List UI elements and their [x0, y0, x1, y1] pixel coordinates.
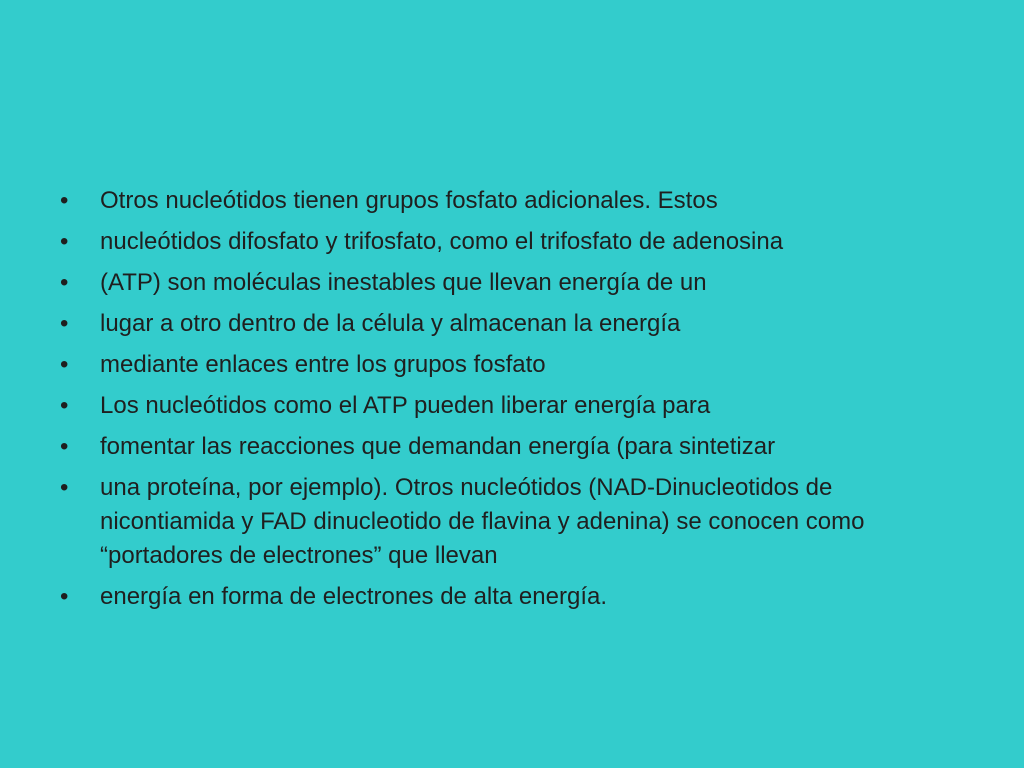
bullet-list — [56, 184, 956, 621]
bullet-icon: • — [60, 187, 69, 214]
bullet-icon: • — [60, 351, 69, 378]
bullet-text: (ATP) son moléculas inestables que llevan energía de un — [100, 269, 707, 296]
bullet-text: una proteína, por ejemplo). Otros nucleótidos (NAD-Dinucleotidos de nicontiamida y FAD dinucleotido de flavina y adenina) se conocen como “portadores de electrones” que llevan — [100, 474, 865, 569]
bullet-icon: • — [60, 310, 69, 337]
bullet-icon: • — [60, 269, 69, 296]
bullet-item — [56, 471, 956, 573]
bullet-icon: • — [60, 392, 69, 419]
bullet-item — [56, 348, 956, 382]
bullet-item — [56, 389, 956, 423]
bullet-text: mediante enlaces entre los grupos fosfato — [100, 351, 546, 378]
bullet-text: nucleótidos difosfato y trifosfato, como el trifosfato de adenosina — [100, 228, 784, 255]
bullet-item — [56, 307, 956, 341]
bullet-item — [56, 266, 956, 300]
bullet-item — [56, 430, 956, 464]
bullet-text: fomentar las reacciones que demandan energía (para sintetizar — [100, 433, 776, 460]
bullet-text: Otros nucleótidos tienen grupos fosfato adicionales. Estos — [100, 187, 718, 214]
bullet-icon: • — [60, 474, 69, 501]
bullet-item — [56, 225, 956, 259]
bullet-item — [56, 580, 956, 614]
bullet-icon: • — [60, 433, 69, 460]
bullet-icon: • — [60, 228, 69, 255]
bullet-text: energía en forma de electrones de alta energía. — [100, 583, 607, 610]
bullet-icon: • — [60, 583, 69, 610]
bullet-text: Los nucleótidos como el ATP pueden liberar energía para — [100, 392, 711, 419]
bullet-text: lugar a otro dentro de la célula y almacenan la energía — [100, 310, 681, 337]
bullet-item — [56, 184, 956, 218]
